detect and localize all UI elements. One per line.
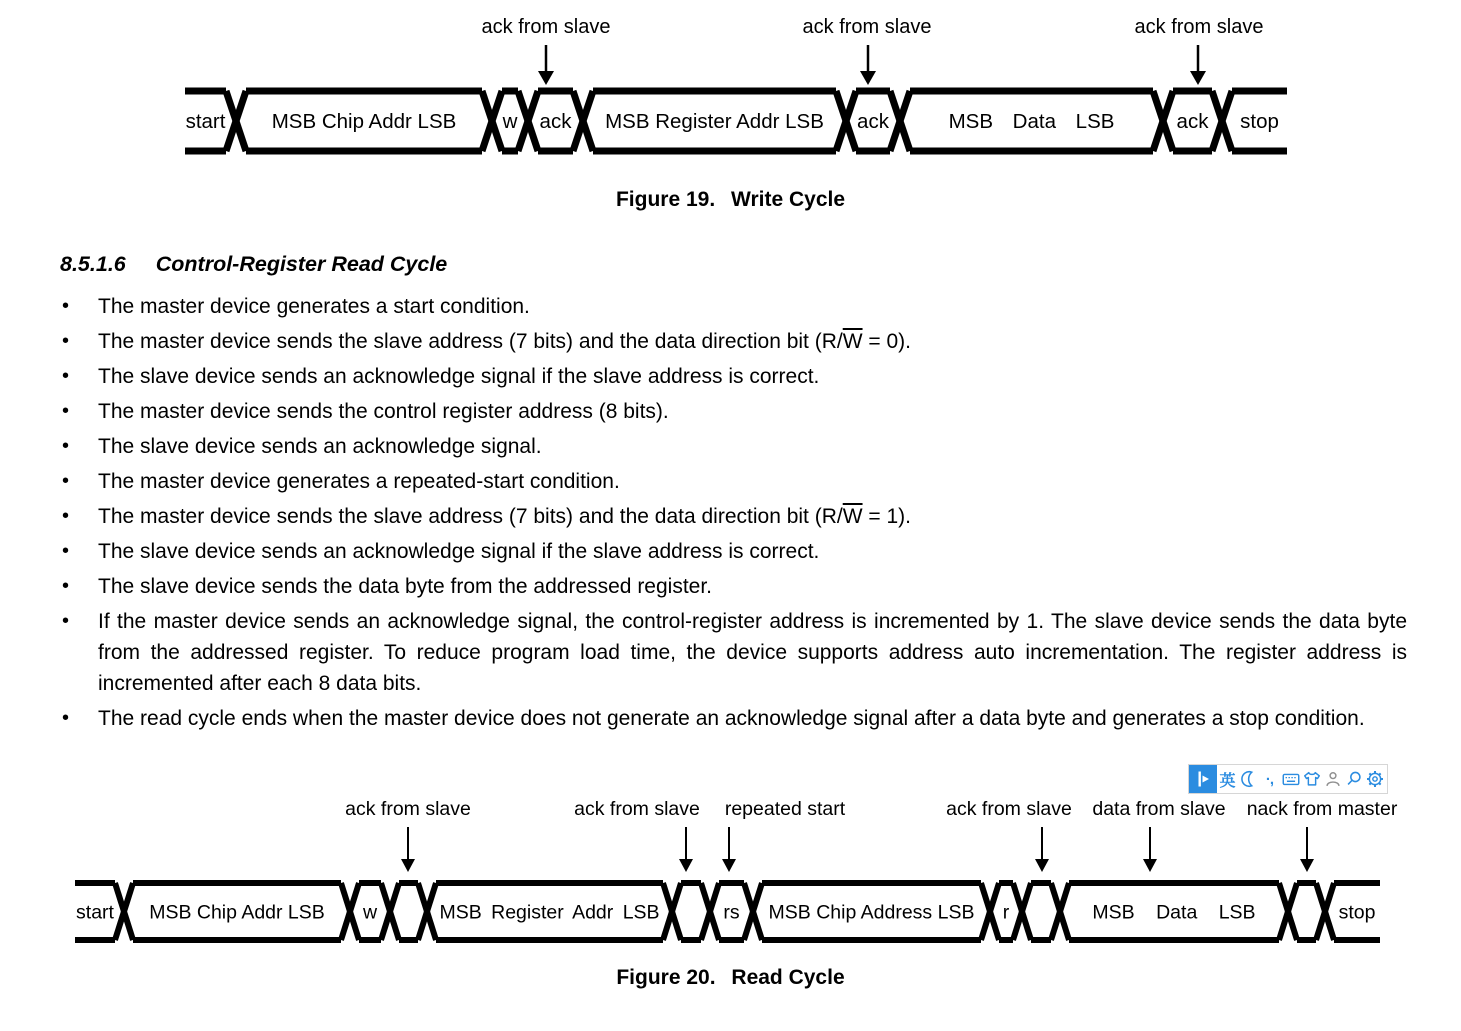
figure20-caption: [0, 964, 1461, 992]
arrow-label: ack from slave: [345, 798, 471, 820]
bullet-item: • If the master device sends an acknowledge signal, the control-register address is incremented by 1. The slave device sends the data byte from the addressed register. To reduce program load time, the device supports address auto incrementation. The register address is incremented after each 8 data bits.: [60, 606, 1407, 699]
arrow-label: ack from slave: [481, 16, 611, 38]
keyboard-icon[interactable]: [1280, 765, 1301, 793]
bus-segment-label: ack: [857, 110, 889, 133]
write-cycle-diagram: [0, 0, 1461, 170]
lang-toggle-icon[interactable]: 英: [1219, 772, 1236, 790]
bus-segment-label: MSB Register Addr LSB: [605, 110, 824, 133]
bus-segment-label: rs: [723, 901, 740, 924]
arrow-label: nack from master: [1246, 798, 1398, 820]
bus-segment-label: stop: [1338, 901, 1376, 924]
bus-segment-label: w: [502, 110, 518, 133]
bullet-item: • The master device sends the control register address (8 bits).: [60, 396, 1407, 427]
figure20-label: Figure 20.: [616, 966, 716, 989]
arrow-label: ack from slave: [1134, 16, 1264, 38]
arrow-label: data from slave: [1092, 798, 1226, 820]
arrow-label: ack from slave: [574, 798, 700, 820]
arrow-label: repeated start: [724, 798, 846, 820]
figure20-title: Read Cycle: [731, 966, 845, 989]
bullet-item: • The master device generates a start condition.: [60, 291, 1407, 322]
figure19-caption: [0, 186, 1461, 214]
bus-segment-label: MSB Data LSB: [1092, 901, 1256, 924]
skin-icon[interactable]: [1301, 765, 1322, 793]
bullet-item: • The slave device sends the data byte from the addressed register.: [60, 571, 1407, 602]
section-title: Control-Register Read Cycle: [155, 252, 448, 276]
account-icon[interactable]: [1322, 765, 1343, 793]
search-icon[interactable]: [1343, 765, 1364, 793]
punctuation-icon[interactable]: ·,: [1265, 770, 1274, 788]
bus-segment-label: start: [76, 901, 114, 924]
bus-segment-label: MSB Register Addr LSB: [439, 901, 660, 924]
bullet-item: • The master device sends the slave address (7 bits) and the data direction bit $(R/\overline{W} = 0)$.: [60, 326, 1407, 357]
bus-segment-label: r: [1002, 901, 1010, 924]
bullet-item: • The slave device sends an acknowledge signal.: [60, 431, 1407, 462]
bus-segment-label: MSB Chip Addr LSB: [271, 110, 457, 133]
figure19-title: Write Cycle: [731, 188, 846, 211]
bullet-item: • The slave device sends an acknowledge signal if the slave address is correct.: [60, 361, 1407, 392]
bus-segment-label: ack: [539, 110, 572, 133]
bus-segment-label: stop: [1240, 110, 1279, 133]
section-number: 8.5.1.6: [60, 252, 126, 276]
section-heading: [60, 252, 447, 277]
bullet-item: • The read cycle ends when the master device does not generate an acknowledge signal after a data byte and generates a stop condition.: [60, 703, 1407, 734]
arrow-label: ack from slave: [946, 798, 1072, 820]
bing-logo-icon[interactable]: [1189, 765, 1217, 793]
bullet-list: [60, 291, 1407, 738]
arrow-label: ack from slave: [802, 16, 932, 38]
bus-segment-label: w: [362, 901, 378, 924]
ime-toolbar: [1188, 764, 1388, 794]
bus-segment-label: MSB Chip Address LSB: [768, 901, 975, 924]
bullet-item: • The slave device sends an acknowledge signal if the slave address is correct.: [60, 536, 1407, 567]
figure19-label: Figure 19.: [615, 188, 716, 211]
bus-segment-label: ack: [1176, 110, 1209, 133]
bus-segment-label: MSB Data LSB: [948, 110, 1115, 133]
moon-icon[interactable]: [1238, 765, 1259, 793]
bullet-item: • The master device sends the slave address (7 bits) and the data direction bit $(R/\overline{W} = 1)$.: [60, 501, 1407, 532]
read-cycle-diagram: [0, 793, 1461, 958]
bus-segment-label: MSB Chip Addr LSB: [149, 901, 325, 924]
bus-segment-label: start: [185, 110, 226, 133]
bullet-item: • The master device generates a repeated-start condition.: [60, 466, 1407, 497]
settings-icon[interactable]: [1364, 765, 1385, 793]
